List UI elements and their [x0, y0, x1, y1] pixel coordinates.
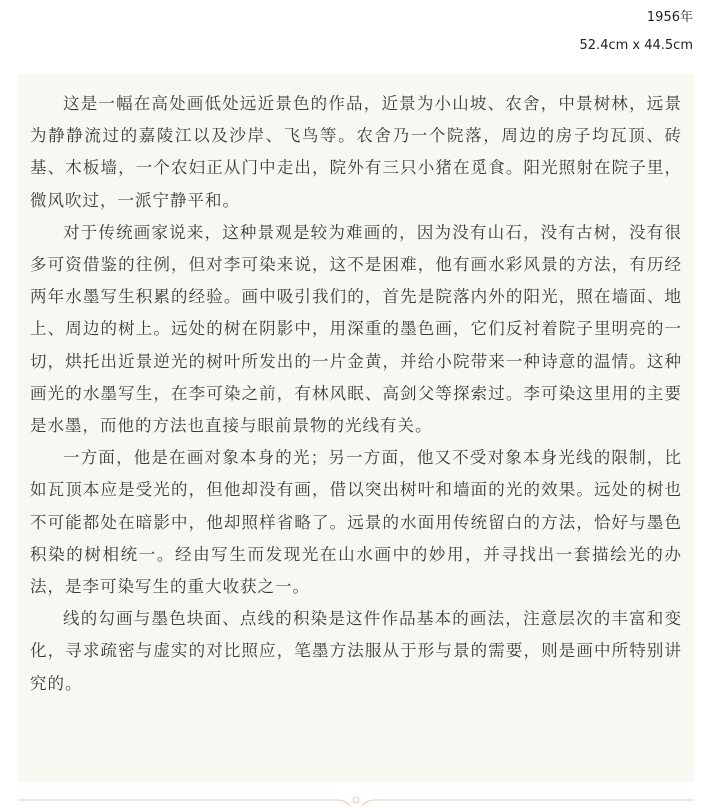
artwork-dimensions: 52.4cm x 44.5cm: [579, 38, 693, 53]
article-card: [18, 74, 694, 782]
article-paragraph: 线的勾画与墨色块面、点线的积染是这件作品基本的画法，注意层次的丰富和变化，寻求疏密与虚实的对比照应，笔墨方法服从于形与景的需要，则是画中所特别讲究的。: [30, 609, 682, 693]
article-paragraph: 一方面，他是在画对象本身的光；另一方面，他又不受对象本身光线的限制，比如瓦顶本应是受光的，但他却没有画，借以突出树叶和墙面的光的效果。远处的树也不可能都处在暗影中，他却照样省略了。远景的水面用传统留白的方法，恰好与墨色积染的树相统一。经由写生而发现光在山水画中的妙用，并寻找出一套描绘光的办法，是李可染写生的重大收获之一。: [30, 448, 682, 597]
divider-ornament-icon: [18, 796, 694, 808]
decorative-divider: [18, 796, 694, 808]
article-paragraph: 对于传统画家说来，这种景观是较为难画的，因为没有山石，没有古树，没有很多可资借鉴的往例，但对李可染来说，这不是困难，他有画水彩风景的方法，有历经两年水墨写生积累的经验。画中吸引我们的，首先是院落内外的阳光，照在墙面、地上、周边的树上。远处的树在阴影中，用深重的墨色画，它们反衬着院子里明亮的一切，烘托出近景逆光的树叶所发出的一片金黄，并给小院带来一种诗意的温情。这种画光的水墨写生，在李可染之前，有林风眠、高剑父等探索过。李可染这里用的主要是水墨，而他的方法也直接与眼前景物的光线有关。: [30, 222, 682, 436]
artwork-year: 1956年: [646, 10, 693, 25]
artwork-meta: [580, 4, 693, 60]
article-body: [30, 88, 682, 700]
article-paragraph: 这是一幅在高处画低处远近景色的作品，近景为小山坡、农舍，中景树林，远景为静静流过的嘉陵江以及沙岸、飞鸟等。农舍乃一个院落，周边的房子均瓦顶、砖基、木板墙，一个农妇正从门中走出，院外有三只小猪在觅食。阳光照射在院子里，微风吹过，一派宁静平和。: [30, 94, 682, 210]
